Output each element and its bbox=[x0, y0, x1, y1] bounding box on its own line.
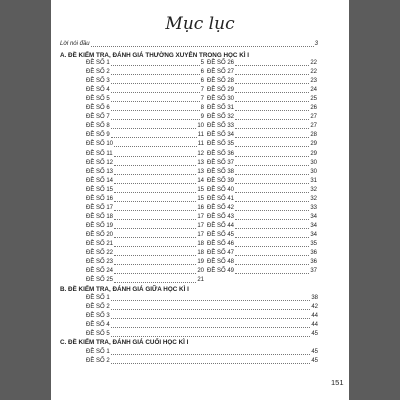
dot-leader bbox=[235, 156, 309, 157]
dot-leader bbox=[235, 65, 309, 66]
dot-leader bbox=[111, 83, 200, 84]
dot-leader bbox=[114, 264, 196, 265]
toc-entry-page: 22 bbox=[310, 60, 317, 66]
dot-leader bbox=[111, 128, 197, 129]
toc-entry-label: ĐỀ SỐ 36 bbox=[207, 150, 235, 157]
toc-entry bbox=[207, 169, 317, 176]
dot-leader bbox=[114, 255, 196, 256]
toc-entry-label: ĐỀ SỐ 6 bbox=[86, 105, 110, 112]
dot-leader bbox=[235, 83, 309, 84]
toc-entry bbox=[86, 87, 204, 94]
toc-entry-label: ĐỀ SỐ 43 bbox=[207, 213, 235, 220]
toc-entry-page: 29 bbox=[310, 150, 317, 157]
toc-entry-page: 23 bbox=[310, 78, 317, 85]
toc-entry-page: 32 bbox=[310, 186, 317, 193]
toc-entry bbox=[86, 250, 204, 257]
dot-leader bbox=[235, 273, 309, 274]
toc-entry-label: ĐỀ SỐ 9 bbox=[86, 132, 110, 139]
toc-entry-page: 30 bbox=[310, 168, 317, 175]
toc-entry-label: ĐỀ SỐ 42 bbox=[207, 204, 235, 211]
toc-entry-label: ĐỀ SỐ 19 bbox=[86, 222, 114, 229]
toc-entry-page: 12 bbox=[197, 150, 204, 157]
toc-entry-label: ĐỀ SỐ 5 bbox=[86, 331, 110, 337]
section-heading-b: B. ĐỀ KIỂM TRA, ĐÁNH GIÁ GIỮA HỌC KÌ I bbox=[60, 286, 189, 293]
dot-leader bbox=[114, 192, 196, 193]
dot-leader bbox=[114, 246, 196, 247]
toc-entry bbox=[207, 241, 317, 248]
toc-entry-label: ĐỀ SỐ 2 bbox=[86, 358, 110, 364]
toc-entry-page: 33 bbox=[310, 204, 317, 211]
toc-entry bbox=[86, 259, 204, 266]
dot-leader bbox=[235, 119, 309, 120]
toc-entry-label: ĐỀ SỐ 46 bbox=[207, 241, 235, 247]
toc-entry-label: ĐỀ SỐ 2 bbox=[86, 304, 110, 310]
toc-entry-page: 15 bbox=[197, 195, 204, 202]
toc-entry bbox=[207, 187, 317, 194]
book-page bbox=[51, 0, 349, 400]
dot-leader bbox=[235, 146, 309, 147]
toc-entry-page: 20 bbox=[197, 268, 204, 275]
toc-entry-label: ĐỀ SỐ 4 bbox=[86, 322, 110, 328]
toc-entry-page: 17 bbox=[197, 222, 204, 229]
toc-entry bbox=[86, 358, 318, 365]
dot-leader bbox=[114, 237, 196, 238]
toc-entry-label: Lời nói đầu bbox=[60, 41, 90, 47]
toc-entry-page: 25 bbox=[310, 96, 317, 103]
toc-entry-label: ĐỀ SỐ 26 bbox=[207, 60, 235, 66]
toc-entry-label: ĐỀ SỐ 11 bbox=[86, 150, 113, 157]
toc-entry bbox=[207, 141, 317, 148]
toc-entry-page: 34 bbox=[310, 213, 317, 220]
toc-entry-page: 5 bbox=[200, 60, 204, 66]
toc-entry-label: ĐỀ SỐ 18 bbox=[86, 213, 114, 220]
toc-entry-page: 36 bbox=[310, 259, 317, 266]
dot-leader bbox=[111, 363, 311, 364]
dot-leader bbox=[114, 219, 196, 220]
dot-leader bbox=[235, 219, 309, 220]
toc-entry-label: ĐỀ SỐ 30 bbox=[207, 96, 235, 103]
dot-leader bbox=[111, 74, 200, 75]
dot-leader bbox=[111, 110, 200, 111]
dot-leader bbox=[111, 119, 200, 120]
toc-entry-page: 11 bbox=[197, 132, 204, 139]
dot-leader bbox=[114, 183, 196, 184]
toc-entry bbox=[86, 105, 204, 112]
toc-entry bbox=[207, 259, 317, 266]
toc-entry-page: 44 bbox=[311, 322, 318, 328]
dot-leader bbox=[114, 174, 196, 175]
toc-entry bbox=[86, 151, 204, 158]
toc-entry bbox=[207, 196, 317, 203]
toc-entry-label: ĐỀ SỐ 32 bbox=[207, 114, 235, 121]
toc-entry bbox=[86, 349, 318, 356]
section-heading-a: A. ĐỀ KIỂM TRA, ĐÁNH GIÁ THƯỜNG XUYÊN TRONG HỌC KÌ I bbox=[60, 52, 250, 59]
toc-entry-label: ĐỀ SỐ 1 bbox=[86, 295, 110, 301]
toc-entry-intro bbox=[60, 41, 318, 48]
toc-entry-page: 44 bbox=[311, 313, 318, 319]
toc-entry bbox=[207, 268, 317, 275]
toc-entry bbox=[86, 313, 318, 320]
dot-leader bbox=[114, 165, 196, 166]
dot-leader bbox=[235, 165, 309, 166]
toc-entry-page: 14 bbox=[197, 177, 204, 184]
dot-leader bbox=[111, 65, 200, 66]
toc-entry-page: 13 bbox=[197, 159, 204, 166]
toc-entry-label: ĐỀ SỐ 22 bbox=[86, 250, 114, 257]
dot-leader bbox=[235, 101, 309, 102]
toc-entry-page: 9 bbox=[200, 114, 204, 121]
toc-entry-page: 34 bbox=[310, 231, 317, 238]
toc-entry-label: ĐỀ SỐ 45 bbox=[207, 231, 235, 238]
toc-entry-label: ĐỀ SỐ 3 bbox=[86, 78, 110, 85]
dot-leader bbox=[235, 137, 309, 138]
toc-entry-label: ĐỀ SỐ 41 bbox=[207, 195, 235, 202]
toc-entry bbox=[207, 178, 317, 185]
dot-leader bbox=[235, 192, 309, 193]
toc-entry-label: ĐỀ SỐ 40 bbox=[207, 186, 235, 193]
dot-leader bbox=[235, 74, 309, 75]
toc-entry-page: 18 bbox=[197, 250, 204, 257]
page-title: Mục lục bbox=[165, 14, 235, 34]
toc-entry bbox=[86, 268, 204, 275]
toc-entry-label: ĐỀ SỐ 27 bbox=[207, 69, 235, 76]
toc-entry bbox=[207, 114, 317, 121]
toc-entry bbox=[207, 87, 317, 94]
dot-leader bbox=[111, 300, 311, 301]
toc-entry-label: ĐỀ SỐ 28 bbox=[207, 78, 235, 85]
toc-entry-page: 31 bbox=[310, 177, 317, 184]
toc-entry bbox=[86, 96, 204, 103]
toc-entry-label: ĐỀ SỐ 49 bbox=[207, 268, 235, 275]
dot-leader bbox=[235, 128, 309, 129]
toc-entry-page: 16 bbox=[197, 204, 204, 211]
toc-entry bbox=[86, 160, 204, 167]
dot-leader bbox=[111, 309, 311, 310]
toc-entry-page: 21 bbox=[197, 277, 204, 284]
dot-leader bbox=[111, 101, 200, 102]
toc-entry-page: 22 bbox=[310, 69, 317, 76]
toc-entry-label: ĐỀ SỐ 10 bbox=[86, 141, 114, 148]
toc-entry-label: ĐỀ SỐ 31 bbox=[207, 105, 235, 112]
toc-entry bbox=[207, 123, 317, 130]
toc-entry-label: ĐỀ SỐ 21 bbox=[86, 241, 114, 247]
dot-leader bbox=[114, 146, 197, 147]
dot-leader bbox=[111, 318, 311, 319]
toc-entry bbox=[86, 69, 204, 76]
toc-entry-page: 30 bbox=[310, 159, 317, 166]
toc-entry bbox=[207, 105, 317, 112]
toc-entry-page: 34 bbox=[310, 222, 317, 229]
toc-entry bbox=[86, 277, 204, 284]
toc-entry-page: 17 bbox=[197, 213, 204, 220]
toc-entry bbox=[207, 132, 317, 139]
toc-entry-page: 13 bbox=[197, 168, 204, 175]
toc-entry-label: ĐỀ SỐ 20 bbox=[86, 231, 114, 238]
toc-entry-label: ĐỀ SỐ 23 bbox=[86, 259, 114, 266]
toc-entry bbox=[86, 196, 204, 203]
dot-leader bbox=[235, 210, 309, 211]
toc-entry bbox=[86, 331, 318, 338]
toc-entry-page: 29 bbox=[310, 141, 317, 148]
toc-entry bbox=[86, 241, 204, 248]
toc-entry-page: 26 bbox=[310, 105, 317, 112]
page-number: 151 bbox=[331, 378, 344, 387]
toc-entry bbox=[86, 223, 204, 230]
dot-leader bbox=[111, 327, 311, 328]
dot-leader bbox=[114, 156, 197, 157]
dot-leader bbox=[111, 354, 311, 355]
dot-leader bbox=[114, 228, 196, 229]
toc-entry-page: 3 bbox=[314, 41, 318, 47]
toc-entry-label: ĐỀ SỐ 17 bbox=[86, 204, 114, 211]
toc-entry-label: ĐỀ SỐ 24 bbox=[86, 268, 114, 275]
dot-leader bbox=[111, 92, 200, 93]
toc-entry-label: ĐỀ SỐ 48 bbox=[207, 259, 235, 266]
toc-entry-label: ĐỀ SỐ 15 bbox=[86, 186, 114, 193]
toc-entry-page: 45 bbox=[311, 358, 318, 364]
toc-entry bbox=[86, 114, 204, 121]
dot-leader bbox=[114, 210, 196, 211]
toc-entry bbox=[86, 141, 204, 148]
toc-entry-page: 7 bbox=[200, 96, 204, 103]
toc-entry-page: 10 bbox=[197, 123, 204, 130]
toc-entry-page: 45 bbox=[311, 331, 318, 337]
toc-entry-page: 27 bbox=[310, 114, 317, 121]
toc-entry-label: ĐỀ SỐ 39 bbox=[207, 177, 235, 184]
toc-entry-page: 8 bbox=[200, 105, 204, 112]
toc-entry bbox=[86, 232, 204, 239]
toc-entry-label: ĐỀ SỐ 37 bbox=[207, 159, 235, 166]
toc-entry bbox=[86, 78, 204, 85]
dot-leader bbox=[91, 46, 314, 47]
toc-entry-label: ĐỀ SỐ 2 bbox=[86, 69, 110, 76]
dot-leader bbox=[235, 174, 309, 175]
toc-entry-label: ĐỀ SỐ 4 bbox=[86, 87, 110, 94]
toc-entry-page: 6 bbox=[200, 69, 204, 76]
toc-entry bbox=[86, 214, 204, 221]
toc-entry bbox=[207, 214, 317, 221]
toc-entry bbox=[207, 160, 317, 167]
toc-entry bbox=[86, 322, 318, 329]
toc-entry bbox=[86, 295, 318, 302]
toc-entry-page: 6 bbox=[200, 78, 204, 85]
toc-entry bbox=[86, 60, 204, 67]
toc-entry-label: ĐỀ SỐ 35 bbox=[207, 141, 235, 148]
toc-entry-page: 27 bbox=[310, 123, 317, 130]
toc-entry bbox=[207, 232, 317, 239]
toc-entry bbox=[207, 96, 317, 103]
toc-entry-page: 38 bbox=[311, 295, 318, 301]
toc-entry bbox=[207, 151, 317, 158]
dot-leader bbox=[111, 137, 197, 138]
toc-entry-page: 15 bbox=[197, 186, 204, 193]
toc-entry-label: ĐỀ SỐ 29 bbox=[207, 87, 235, 94]
dot-leader bbox=[235, 255, 309, 256]
toc-entry-label: ĐỀ SỐ 14 bbox=[86, 177, 114, 184]
toc-entry-label: ĐỀ SỐ 5 bbox=[86, 96, 110, 103]
toc-entry bbox=[86, 123, 204, 130]
toc-entry bbox=[207, 223, 317, 230]
toc-entry bbox=[86, 178, 204, 185]
toc-entry bbox=[86, 132, 204, 139]
toc-entry-label: ĐỀ SỐ 25 bbox=[86, 277, 114, 284]
toc-entry-page: 7 bbox=[200, 87, 204, 94]
section-heading-c: C. ĐỀ KIỂM TRA, ĐÁNH GIÁ CUỐI HỌC KÌ I bbox=[60, 339, 189, 346]
toc-entry-label: ĐỀ SỐ 7 bbox=[86, 114, 110, 121]
toc-entry bbox=[207, 250, 317, 257]
dot-leader bbox=[114, 282, 196, 283]
dot-leader bbox=[235, 201, 309, 202]
dot-leader bbox=[111, 336, 311, 337]
toc-entry bbox=[207, 69, 317, 76]
dot-leader bbox=[235, 237, 309, 238]
toc-entry-page: 42 bbox=[311, 304, 318, 310]
toc-entry-page: 35 bbox=[310, 241, 317, 247]
toc-entry-label: ĐỀ SỐ 1 bbox=[86, 349, 110, 355]
toc-entry-label: ĐỀ SỐ 1 bbox=[86, 60, 110, 66]
toc-entry-label: ĐỀ SỐ 8 bbox=[86, 123, 110, 130]
toc-entry-page: 17 bbox=[197, 231, 204, 238]
toc-entry bbox=[207, 78, 317, 85]
toc-entry-page: 19 bbox=[197, 259, 204, 266]
toc-entry-label: ĐỀ SỐ 12 bbox=[86, 159, 114, 166]
dot-leader bbox=[235, 246, 309, 247]
toc-entry-label: ĐỀ SỐ 47 bbox=[207, 250, 235, 257]
toc-entry-label: ĐỀ SỐ 38 bbox=[207, 168, 235, 175]
toc-entry-page: 37 bbox=[310, 268, 317, 275]
dot-leader bbox=[235, 228, 309, 229]
toc-entry bbox=[86, 169, 204, 176]
toc-entry-label: ĐỀ SỐ 33 bbox=[207, 123, 235, 130]
dot-leader bbox=[235, 92, 309, 93]
dot-leader bbox=[114, 201, 196, 202]
toc-entry-label: ĐỀ SỐ 3 bbox=[86, 313, 110, 319]
toc-entry bbox=[207, 205, 317, 212]
toc-entry-page: 32 bbox=[310, 195, 317, 202]
toc-entry-page: 18 bbox=[197, 241, 204, 247]
toc-entry bbox=[86, 187, 204, 194]
dot-leader bbox=[235, 110, 309, 111]
toc-entry-label: ĐỀ SỐ 16 bbox=[86, 195, 114, 202]
toc-entry-page: 36 bbox=[310, 250, 317, 257]
toc-entry bbox=[86, 205, 204, 212]
dot-leader bbox=[114, 273, 196, 274]
toc-entry bbox=[207, 60, 317, 67]
dot-leader bbox=[235, 183, 309, 184]
toc-entry-page: 45 bbox=[311, 349, 318, 355]
toc-entry-page: 24 bbox=[310, 87, 317, 94]
toc-entry-page: 28 bbox=[310, 132, 317, 139]
toc-entry-label: ĐỀ SỐ 44 bbox=[207, 222, 235, 229]
toc-entry bbox=[86, 304, 318, 311]
toc-entry-page: 11 bbox=[197, 141, 204, 148]
toc-entry-label: ĐỀ SỐ 34 bbox=[207, 132, 235, 139]
toc-entry-label: ĐỀ SỐ 13 bbox=[86, 168, 114, 175]
dot-leader bbox=[235, 264, 309, 265]
